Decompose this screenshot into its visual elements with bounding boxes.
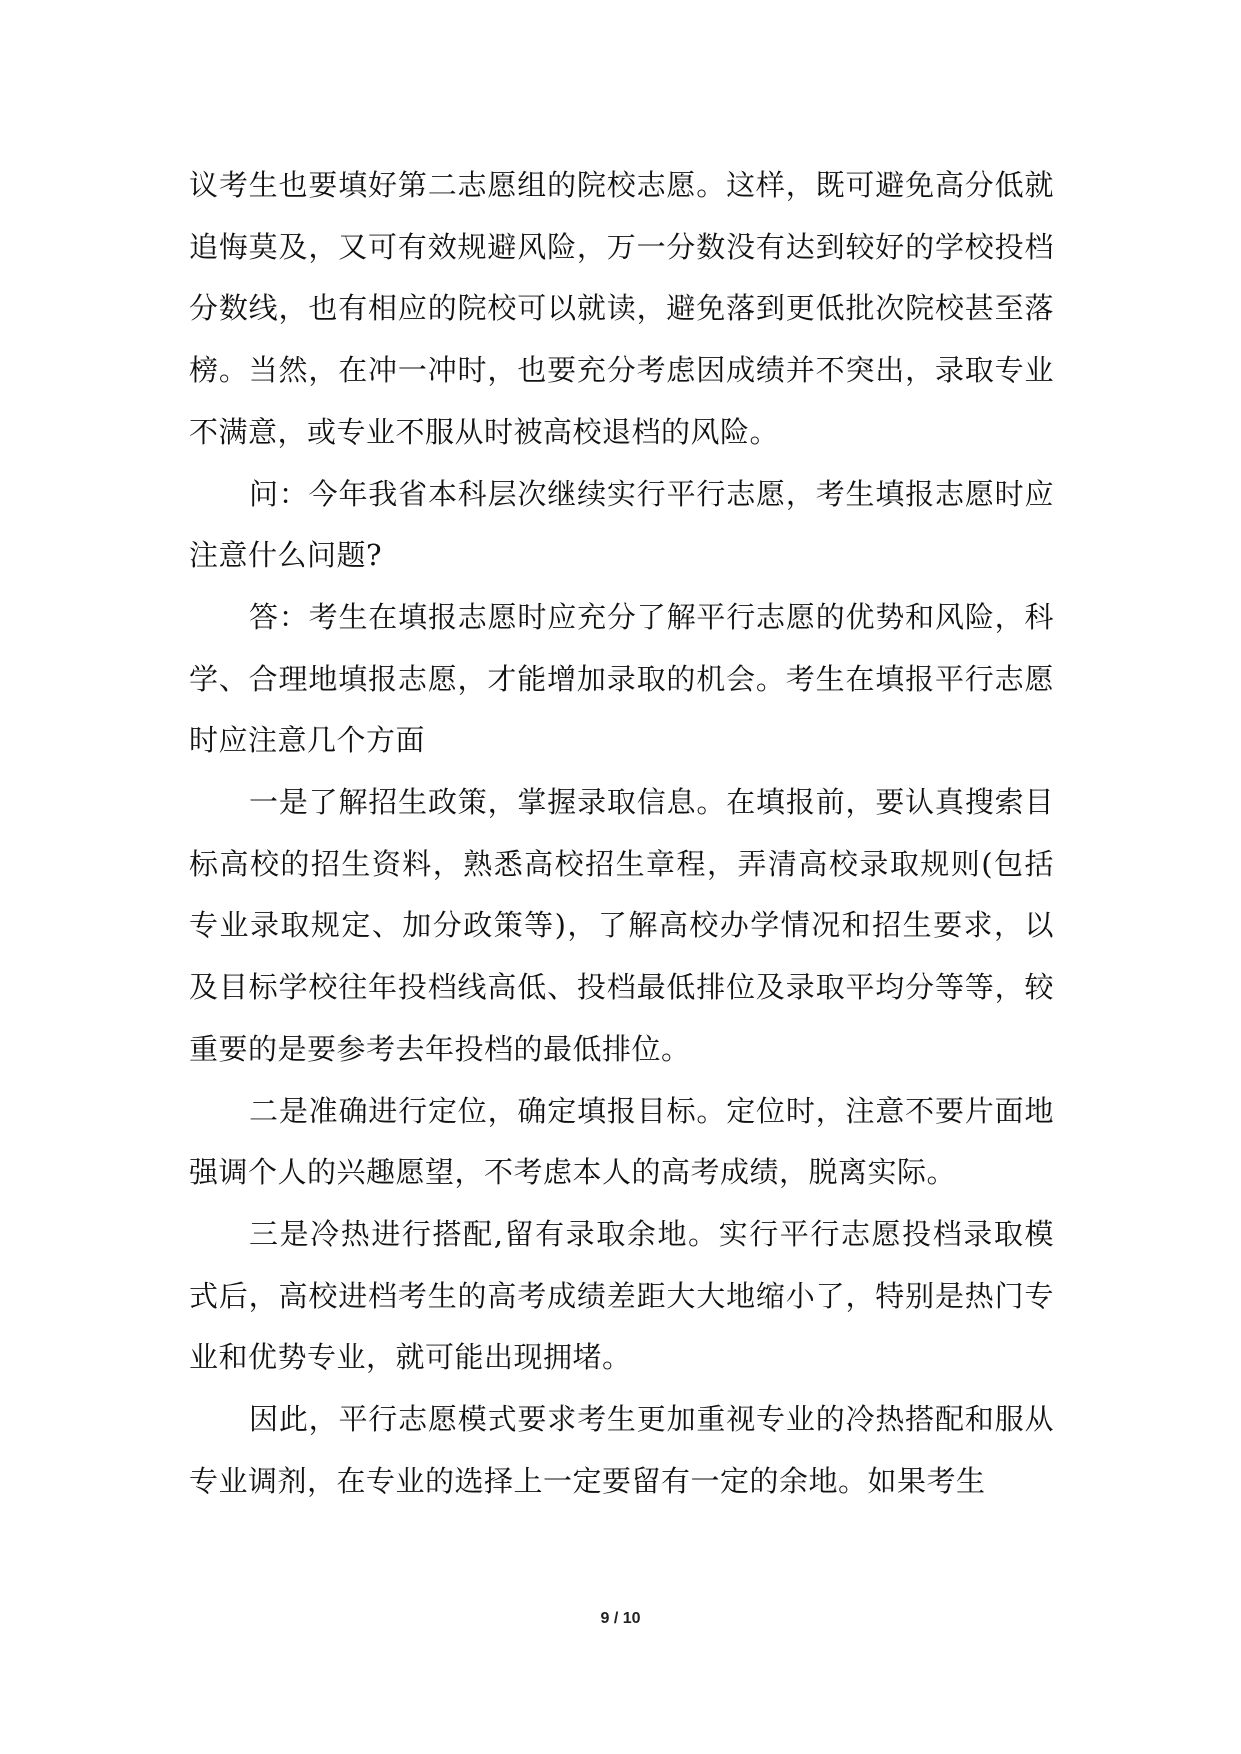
paragraph-1: 议考生也要填好第二志愿组的院校志愿。这样，既可避免高分低就追悔莫及，又可有效规避风险，万一分数没有达到较好的学校投档分数线，也有相应的院校可以就读，避免落到更低批次院校甚至落榜。当然，在冲一冲时，也要充分考虑因成绩并不突出，录取专业不满意，或专业不服从时被高校退档的风险。 [189, 168, 1054, 449]
paragraph-5: 二是准确进行定位，确定填报目标。定位时，注意不要片面地强调个人的兴趣愿望，不考虑本人的高考成绩，脱离实际。 [189, 1093, 1054, 1190]
paragraph-7: 因此，平行志愿模式要求考生更加重视专业的冷热搭配和服从专业调剂，在专业的选择上一定要留有一定的余地。如果考生 [189, 1402, 1054, 1498]
page-number: 9 / 10 [600, 1610, 641, 1627]
paragraph-2: 问：今年我省本科层次继续实行平行志愿，考生填报志愿时应注意什么问题? [189, 476, 1054, 573]
document-body [189, 155, 1054, 1512]
paragraph-4: 一是了解招生政策，掌握录取信息。在填报前，要认真搜索目标高校的招生资料，熟悉高校招生章程，弄清高校录取规则(包括专业录取规定、加分政策等)，了解高校办学情况和招生要求，以及目标学校往年投档线高低、投档最低排位及录取平均分等等，较重要的是要参考去年投档的最低排位。 [189, 785, 1054, 1066]
paragraph-6: 三是冷热进行搭配,留有录取余地。实行平行志愿投档录取模式后，高校进档考生的高考成绩差距大大地缩小了，特别是热门专业和优势专业，就可能出现拥堵。 [189, 1216, 1054, 1375]
paragraph-3: 答：考生在填报志愿时应充分了解平行志愿的优势和风险，科学、合理地填报志愿，才能增加录取的机会。考生在填报平行志愿时应注意几个方面 [189, 599, 1054, 758]
